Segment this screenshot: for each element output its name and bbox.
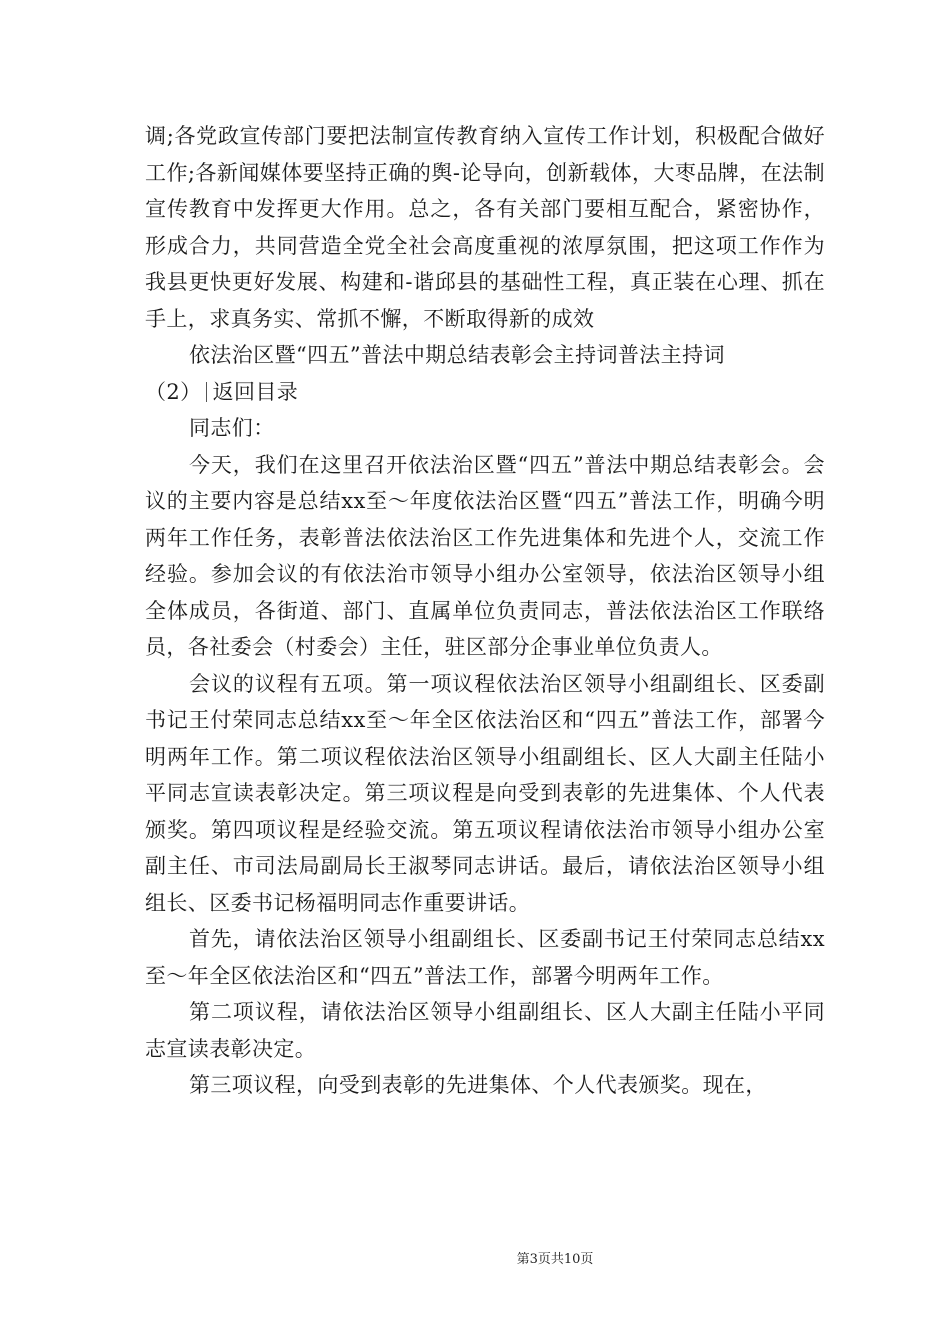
paragraph-intro: 今天，我们在这里召开依法治区暨“四五”普法中期总结表彰会。会议的主要内容是总结xx至～年度依法治区暨“四五”普法工作，明确今明两年工作任务，表彰普法依法治区工作先进集体和先进个人，交流工作经验。参加会议的有依法治市领导小组办公室领导，依法治区领导小组全体成员，各街道、部门、直属单位负责同志，普法依法治区工作联络员，各社委会（村委会）主任，驻区部分企事业单位负责人。 [145, 452, 825, 659]
paragraph-continued: 调;各党政宣传部门要把法制宣传教育纳入宣传工作计划，积极配合做好工作;各新闻媒体要坚持正确的舆-论导向，创新载体，大枣品牌，在法制宣传教育中发挥更大作用。总之，各有关部门要相互配合，紧密协作，形成合力，共同营造全党全社会高度重视的浓厚氛围，把这项工作作为我县更快更好发展、构建和-谐邱县的基础性工程，真正装在心理、抓在手上，求真务实、常抓不懈，不断取得新的成效 [145, 124, 825, 331]
paragraph-second-item: 第二项议程，请依法治区领导小组副组长、区人大副主任陆小平同志宣读表彰决定。 [145, 1000, 825, 1061]
section-heading [145, 337, 825, 410]
heading-title: 依法治区暨“四五”普法中期总结表彰会主持词普法主持词 [189, 343, 725, 367]
heading-second-line [145, 374, 825, 411]
salutation: 同志们： [189, 416, 275, 440]
return-toc-link[interactable]: 返回目录 [212, 379, 299, 404]
separator-bar [206, 382, 207, 402]
document-body [145, 118, 825, 1104]
paragraph-agenda: 会议的议程有五项。第一项议程依法治区领导小组副组长、区委副书记王付荣同志总结xx至～年全区依法治区和“四五”普法工作，部署今明两年工作。第二项议程依法治区领导小组副组长、区人大副主任陆小平同志宣读表彰决定。第三项议程是向受到表彰的先进集体、个人代表颁奖。第四项议程是经验交流。第五项议程请依法治市领导小组办公室副主任、市司法局副局长王淑琴同志讲话。最后，请依法治区领导小组组长、区委书记杨福明同志作重要讲话。 [145, 671, 825, 915]
paragraph-third-item: 第三项议程，向受到表彰的先进集体、个人代表颁奖。现在， [189, 1073, 767, 1097]
page-number: 第3页共10页 [516, 1252, 594, 1267]
heading-number: （2） [145, 379, 202, 404]
paragraph-first-item: 首先，请依法治区领导小组副组长、区委副书记王付荣同志总结xx至～年全区依法治区和“四五”普法工作，部署今明两年工作。 [145, 927, 825, 988]
